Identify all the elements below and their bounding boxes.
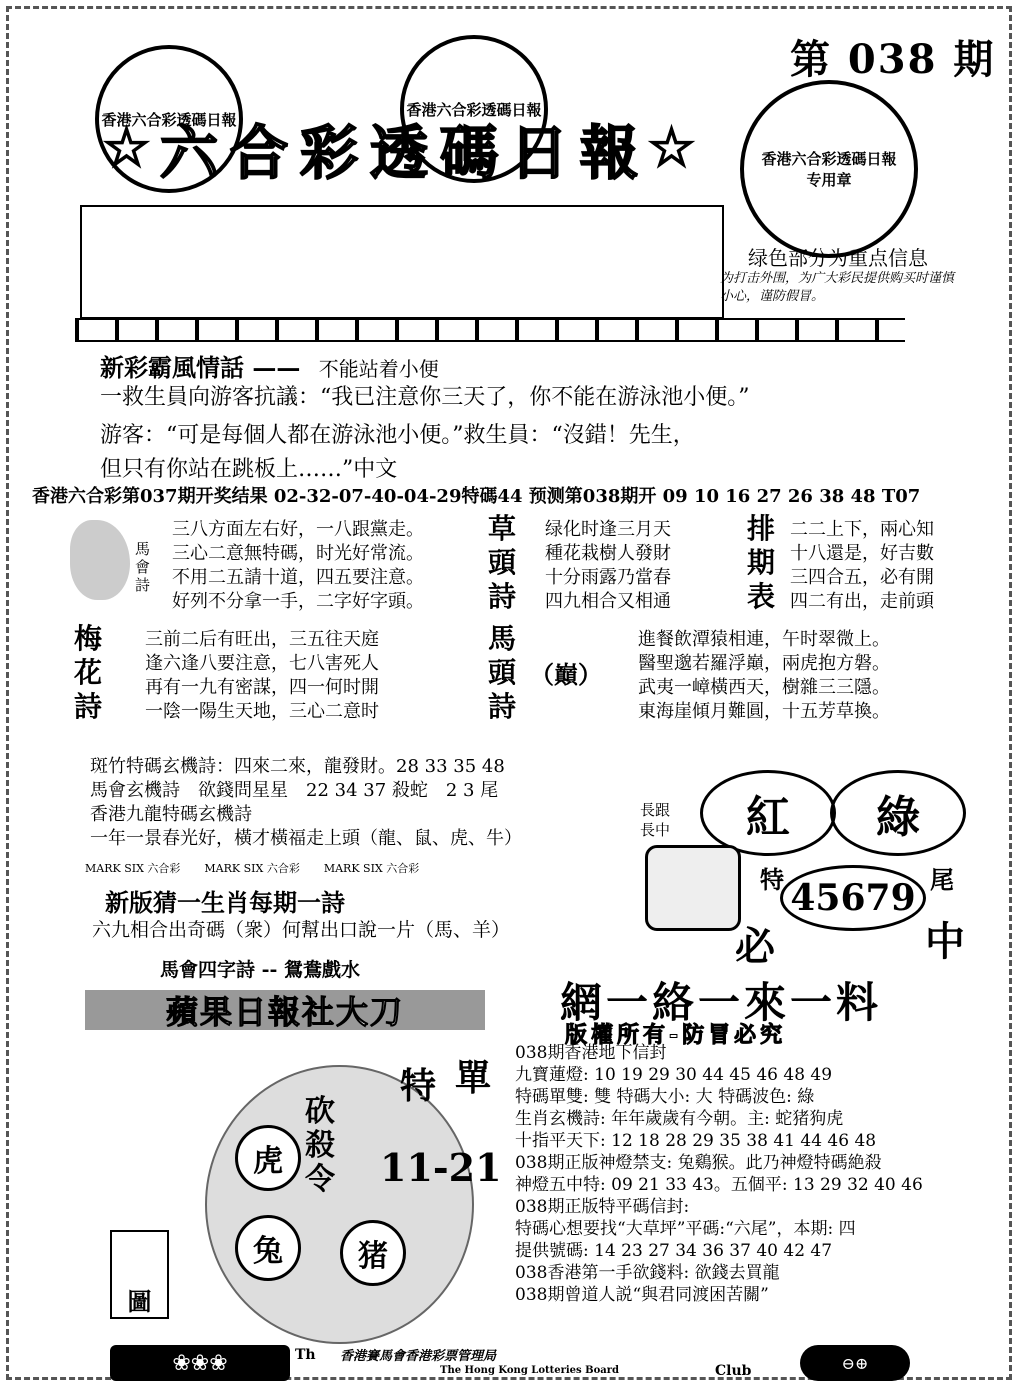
seal-stamp-center: 香港六合彩透碼日報 [400,35,548,183]
seal-stamp-left: 香港六合彩透碼日報 [95,45,243,193]
guess-line: 六九相合出奇碼（衆）何幫出口說一片（馬、羊） [92,919,511,941]
horse-head-poem-label: 馬頭詩 [487,622,516,723]
story-line: 一救生員向游客抗議：“我已注意你三天了，你不能在游泳池小便。” [100,385,750,410]
zhong-label: 中 [925,918,965,965]
grass-poem: 绿化时逢三月天 種花栽樹人發財 十分雨露乃當春 四九相合又相通 [545,519,671,612]
footer-th: Th [295,1347,316,1363]
footer-center: 香港賽馬會香港彩票管理局 [340,1349,497,1364]
rank-table-label: 排期表 [746,512,775,613]
green-bubble: 綠 [830,770,966,856]
story-heading: 新彩霸風情話 —— 不能站着小便 [100,353,439,382]
list-item: 提供號碼: 14 23 27 34 36 37 40 42 47 [515,1241,833,1261]
blank-banner [80,205,724,319]
plum-poem-label: 梅花詩 [73,622,102,723]
middle-poems: 斑竹特碼玄機詩：四來二來，龍發財。28 33 35 48 馬會玄機詩 欲錢問星星 22 34 37 殺蛇 2 3 尾 香港九龍特碼玄機詩 一年一景春光好，橫才橫福走上頭（龍、鼠、虎、牛） [90,756,522,849]
rank-table: 二二上下，兩心知 十八還是，好吉數 三四合五，必有開 四二有出，走前頭 [790,519,934,612]
list-item: 038期曾道人説“與君同渡困苦關” [515,1285,769,1305]
network-title: 網一絡一來一料 [560,978,883,1027]
list-item: 神燈五中特: 09 21 33 43。五個平: 13 29 32 40 46 [515,1175,923,1195]
network-list [515,1042,1005,1306]
horse-head-poem-note: （巔） [530,660,602,689]
warning-note: 为打击外围，为广大彩民提供购买时谨慎小心，谨防假冒。 [720,271,955,304]
egg-range: 11-21 [380,1145,502,1190]
egg-kill: 砍殺令 [305,1094,335,1197]
egg-rabbit: 兔 [235,1215,301,1281]
story-line: 但只有你站在跳板上……”中文 [100,457,398,482]
hand-icon [645,845,741,931]
lotteries-logo: ⊖⊕ [800,1345,910,1381]
green-note: 绿色部分为重点信息 [748,246,928,270]
copyright-line: 版權所有-防冒必究 [565,1022,787,1048]
horse-head-poem: 進餐飲潭猿相連，午时翠微上。 醫聖邈若羅浮巔，兩虎抱方磐。 武夷一嶂橫西天，樹雜三三隱。 東海崖傾月難圓，十五芳草換。 [638,629,890,722]
list-item: 038香港第一手欲錢料: 欲錢去買龍 [515,1263,780,1283]
marksix-strip: MARK SIX 六合彩 MARK SIX 六合彩 MARK SIX 六合彩 [85,862,420,875]
bi-label: 必 [735,923,775,970]
hkjc-logo: ❀❀❀ [110,1345,290,1381]
apple-daily-banner: 蘋果日報社大刀 [85,990,485,1030]
special-number: 45679 [780,865,926,931]
plum-poem: 三前二后有旺出，三五往天庭 逢六逢八要注意，七八害死人 再有一九有密謀，四一何时開 一陰一陽生天地，三心二意时 [145,629,379,722]
wei-label: 尾 [930,865,954,894]
egg-dan: 單 [455,1057,492,1099]
horse-poem: 三八方面左右好，一八跟黨走。 三心二意無特碼，时光好常流。 不用二五請十道，四五要注意。 好列不分拿一手，二字好字頭。 [172,519,424,612]
seal-stamp-right: 香港六合彩透碼日報 专用章 [740,80,918,258]
list-item: 十指平天下: 12 18 28 29 35 38 41 44 46 48 [515,1131,877,1151]
issue-number: 第 038 期 [790,36,996,83]
list-item: 九寶蓮燈: 10 19 29 30 44 45 46 48 49 [515,1065,833,1085]
footer-club: Club [715,1363,752,1379]
footer-bar [110,1345,910,1383]
star-icon: ★ [104,120,160,176]
four-word-poem: 馬會四字詩 -- 鴛鴦戲水 [160,959,361,981]
map-box: 圖 [110,1230,169,1319]
grass-poem-label: 草頭詩 [487,512,516,613]
egg-pig: 猪 [340,1220,406,1286]
list-item: 特碼心想要找“大草坪”平碼:“六尾”，本期: 四 [515,1219,856,1239]
story-line: 游客：“可是每個人都在游泳池小便。”救生員：“沒錯！先生， [100,423,695,448]
te-label: 特 [760,865,784,894]
guess-heading: 新版猜一生肖每期一詩 [105,888,345,917]
page-title: ★ 六合彩透碼日報 ★ [104,119,706,187]
horse-poem-label: 馬會詩 [135,540,151,594]
footer-board: The Hong Kong Lotteries Board [440,1365,620,1376]
list-item: 038期正版特平碼信封: [515,1197,690,1217]
list-item: 038期香港地下信封 [515,1043,667,1063]
red-bubble: 紅 [700,770,836,856]
star-icon: ★ [650,120,706,176]
egg-tiger: 虎 [235,1125,301,1191]
story-subtitle: 不能站着小便 [318,357,439,381]
ornament-divider [75,318,905,342]
list-item: 生肖玄機詩: 年年歲歲有今朝。主: 蛇猪狗虎 [515,1109,844,1129]
list-item: 特碼單雙: 雙 特碼大小: 大 特碼波色: 綠 [515,1087,815,1107]
egg-te: 特 [400,1065,437,1107]
results-line: 香港六合彩第037期开奖结果 02-32-07-40-04-29特碼44 预测第038期开 09 10 16 27 26 38 48 T07 [32,486,921,507]
redgreen-side: 長跟 長中 [640,801,671,839]
list-item: 038期正版神燈禁支: 兔鷄猴。此乃神燈特碼絶殺 [515,1153,882,1173]
